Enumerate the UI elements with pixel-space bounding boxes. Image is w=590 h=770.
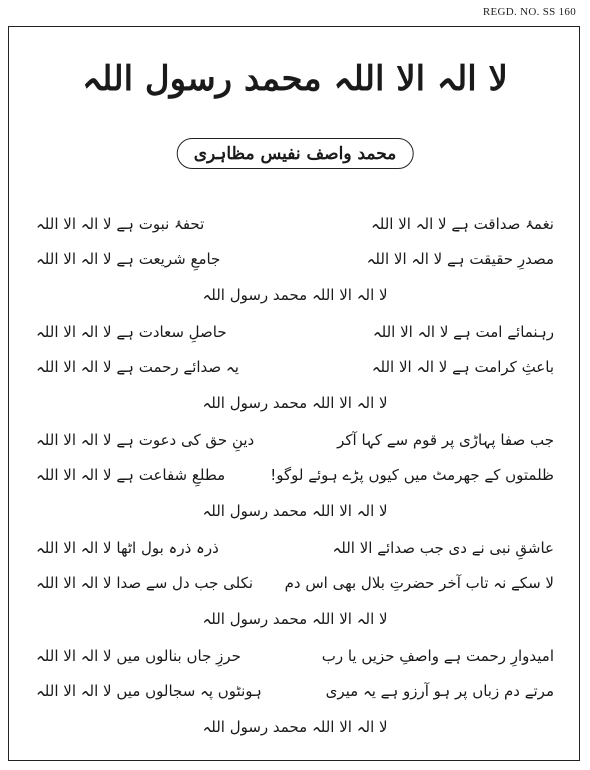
verse-first-half: مصدرِ حقیقت ہے لا الہ الا اللہ: [366, 249, 554, 268]
verse-second-half: جامعِ شریعت ہے لا الہ الا اللہ: [36, 249, 221, 268]
verse-second-half: حاصلِ سعادت ہے لا الہ الا اللہ: [36, 322, 227, 341]
verse-second-half: نکلی جب دل سے صدا لا الہ الا اللہ: [36, 573, 254, 592]
verse-line: [36, 565, 554, 600]
verse-first-half: امیدوارِ رحمت ہے واصفِ حزیں یا رب: [321, 646, 554, 665]
stanza: [36, 422, 554, 530]
verse-second-half: مطلعِ شفاعت ہے لا الہ الا اللہ: [36, 465, 226, 484]
refrain-line: لا الہ الا اللہ محمد رسول اللہ: [202, 610, 388, 628]
verse-second-half: دینِ حق کی دعوت ہے لا الہ الا اللہ: [36, 430, 255, 449]
verse-first-half: عاشقِ نبی نے دی جب صدائے الا اللہ: [332, 538, 554, 557]
stanza: [36, 638, 554, 746]
registration-number: REGD. NO. SS 160: [482, 6, 576, 18]
refrain-line: لا الہ الا اللہ محمد رسول اللہ: [202, 286, 388, 304]
stanza: [36, 530, 554, 638]
author-name-badge: محمد واصف نفیس مظاہری: [177, 138, 414, 169]
poem-body: [36, 206, 554, 746]
verse-line: [36, 673, 554, 708]
verse-first-half: مرتے دم زباں پر ہو آرزو ہے یہ میری: [325, 681, 554, 700]
verse-line: [36, 241, 554, 276]
refrain-line: لا الہ الا اللہ محمد رسول اللہ: [202, 718, 388, 736]
verse-second-half: ذرہ ذرہ بول اٹھا لا الہ الا اللہ: [36, 538, 219, 557]
verse-second-half: ہونٹوں پہ سجالوں میں لا الہ الا اللہ: [36, 681, 262, 700]
verse-line: [36, 422, 554, 457]
verse-line: [36, 314, 554, 349]
verse-line: [36, 638, 554, 673]
verse-first-half: لا سکے نہ تاب آخر حضرتِ بلال بھی اس دم: [284, 573, 554, 592]
stanza: [36, 314, 554, 422]
verse-line: [36, 206, 554, 241]
page-title: لا الہ الا اللہ محمد رسول اللہ: [82, 59, 508, 99]
verse-first-half: باعثِ کرامت ہے لا الہ الا اللہ: [371, 357, 554, 376]
verse-first-half: ظلمتوں کے جھرمٹ میں کیوں پڑے ہوئے لوگو!: [270, 465, 554, 484]
verse-line: [36, 457, 554, 492]
refrain-line: لا الہ الا اللہ محمد رسول اللہ: [202, 502, 388, 520]
stanza: [36, 206, 554, 314]
verse-first-half: نغمۂ صداقت ہے لا الہ الا اللہ: [370, 214, 554, 233]
verse-first-half: رہنمائے امت ہے لا الہ الا اللہ: [372, 322, 554, 341]
verse-line: [36, 349, 554, 384]
verse-second-half: یہ صدائے رحمت ہے لا الہ الا اللہ: [36, 357, 239, 376]
verse-first-half: جب صفا پہاڑی پر قوم سے کہا آکر: [337, 430, 554, 449]
verse-line: [36, 530, 554, 565]
verse-second-half: حرزِ جاں بنالوں میں لا الہ الا اللہ: [36, 646, 241, 665]
verse-second-half: تحفۂ نبوت ہے لا الہ الا اللہ: [36, 214, 205, 233]
refrain-line: لا الہ الا اللہ محمد رسول اللہ: [202, 394, 388, 412]
